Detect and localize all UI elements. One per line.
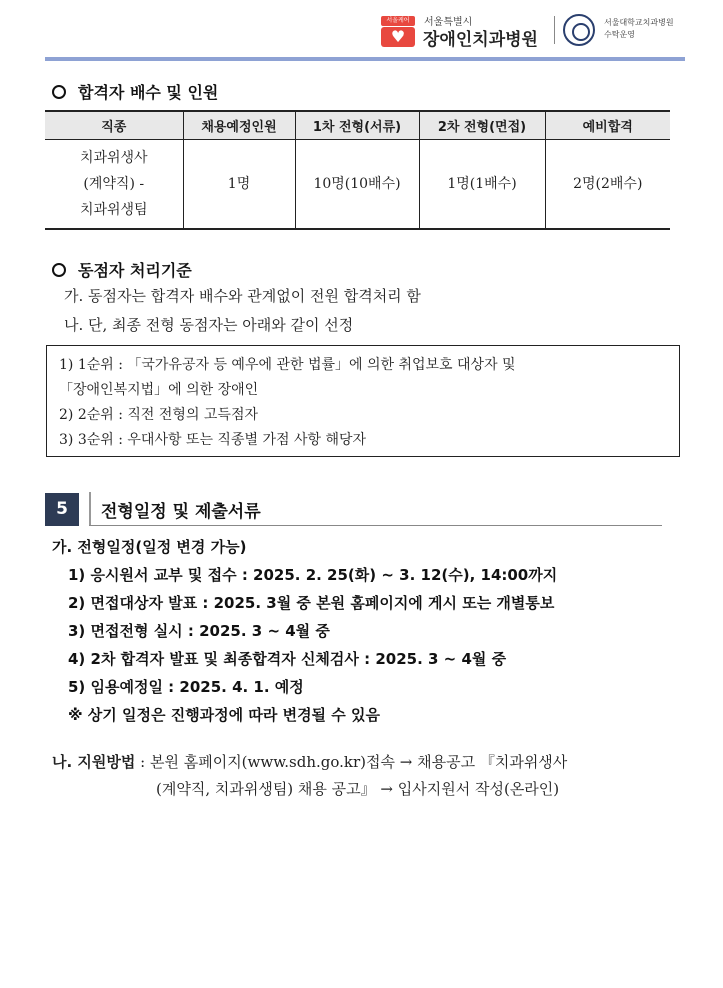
affiliate-name: 서울대학교치과병원 (604, 18, 674, 27)
hospital-name: 장애인치과병원 (423, 30, 538, 50)
apply-method-text-cont: (계약직, 치과위생팀) 채용 공고』 → 입사지원서 작성(온라인) (156, 780, 560, 798)
job-line: 치과위생팀 (79, 202, 148, 218)
header-bar (45, 57, 685, 61)
heart-icon: ♥ (381, 27, 415, 47)
criteria-line: 2) 2순위 : 직전 전형의 고득점자 (59, 407, 259, 423)
tie-rule-a: 가. 동점자는 합격자 배수와 관계없이 전원 합격처리 함 (64, 287, 421, 305)
quota-table (45, 110, 670, 230)
circle-bullet-icon (52, 263, 66, 277)
reserve-cell: 2명(2배수) (545, 140, 670, 230)
table-header: 1차 전형(서류) (295, 111, 419, 140)
section-number: 5 (45, 493, 79, 526)
table-header: 채용예정인원 (183, 111, 295, 140)
schedule-item: 4) 2차 합격자 발표 및 최종합격자 신체검사 : 2025. 3 ~ 4월 중 (68, 650, 507, 668)
job-line: 치과위생사 (79, 150, 148, 166)
logo-badge: 서울케어 (381, 16, 415, 26)
schedule-heading: 가. 전형일정(일정 변경 가능) (52, 538, 247, 556)
job-cell (45, 140, 183, 230)
table-header: 예비합격 (545, 111, 670, 140)
table-header-row (45, 111, 670, 140)
first-round-cell: 10명(10배수) (295, 140, 419, 230)
section-tie-title: 동점자 처리기준 (78, 261, 192, 280)
apply-method-line (52, 751, 567, 772)
criteria-line: 3) 3순위 : 우대사항 또는 직종별 가점 사항 해당자 (59, 432, 367, 448)
table-header: 직종 (45, 111, 183, 140)
second-round-cell: 1명(1배수) (419, 140, 545, 230)
section-quota-title: 합격자 배수 및 인원 (78, 83, 219, 102)
schedule-item: 5) 임용예정일 : 2025. 4. 1. 예정 (68, 678, 304, 696)
table-header: 2차 전형(면접) (419, 111, 545, 140)
section-tie-heading (52, 258, 192, 281)
schedule-item: 3) 면접전형 실시 : 2025. 3 ~ 4월 중 (68, 622, 330, 640)
schedule-note: ※ 상기 일정은 진행과정에 따라 변경될 수 있음 (68, 706, 380, 724)
apply-method-text: : 본원 홈페이지(www.sdh.go.kr)접속 → 채용공고 『치과위생사 (140, 753, 568, 771)
section-quota-heading (52, 80, 218, 103)
tie-rule-b: 나. 단, 최종 전형 동점자는 아래와 같이 선정 (64, 316, 354, 334)
schedule-item: 1) 응시원서 교부 및 접수 : 2025. 2. 25(화) ~ 3. 12(수), 14:00까지 (68, 566, 558, 584)
schedule-item: 2) 면접대상자 발표 : 2025. 3월 중 본원 홈페이지에 게시 또는 개별통보 (68, 594, 555, 612)
criteria-line: 「장애인복지법」에 의한 장애인 (59, 382, 259, 398)
affiliate-role: 수탁운영 (604, 30, 635, 39)
section5-title: 전형일정 및 제출서류 (101, 502, 261, 522)
circle-bullet-icon (52, 85, 66, 99)
apply-method-label: 나. 지원방법 (52, 753, 136, 771)
job-line: (계약직) - (83, 176, 145, 192)
university-seal-icon (563, 14, 595, 46)
header-divider (554, 16, 555, 44)
city-label: 서울특별시 (424, 17, 473, 28)
planned-cell: 1명 (183, 140, 295, 230)
hospital-logo (381, 16, 415, 46)
section-number-divider (89, 492, 91, 525)
criteria-line: 1) 1순위 : 「국가유공자 등 예우에 관한 법률」에 의한 취업보호 대상자 및 (59, 357, 516, 373)
section5-underline (89, 525, 662, 526)
table-row (45, 140, 670, 230)
